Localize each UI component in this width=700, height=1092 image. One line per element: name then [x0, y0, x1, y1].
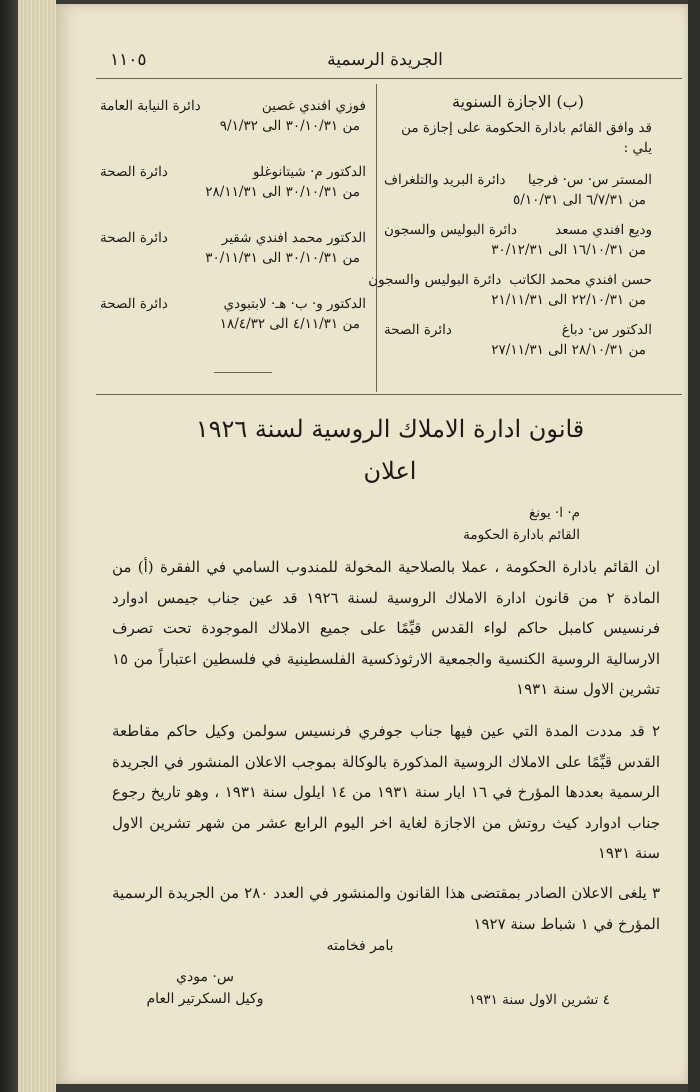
leave-entry	[384, 170, 652, 210]
by-order-line: بامر فخامته	[326, 938, 394, 954]
column-divider	[376, 84, 377, 392]
page-number: ١١٠٥	[110, 50, 147, 70]
department: دائرة البوليس والسجون	[384, 222, 517, 238]
department: دائرة النيابة العامة	[100, 98, 201, 114]
leave-period: من ٣٠/١٠/٣١ الى ٣٠/١١/٣١	[205, 250, 360, 266]
leave-entry	[100, 228, 366, 268]
leave-period: من ٣٠/١٠/٣١ الى ٩/١/٣٢	[219, 118, 360, 134]
leave-period: من ٦/٧/٣١ الى ٥/١٠/٣١	[513, 192, 646, 208]
signatory-role: وكيل السكرتير العام	[146, 991, 264, 1007]
employee-name: الدكتور و· ب· هـ· لابتبودي	[223, 296, 366, 312]
department: دائرة البريد والتلغراف	[384, 172, 506, 188]
section-divider	[96, 394, 682, 395]
notice-paragraph-1: ان القائم بادارة الحكومة ، عملا بالصلاحية المخولة للمندوب السامي في الفقرة (أ) من المادة ٢ من قانون ادارة الاملاك الروسية لسنة ١٩٢٦ قد عين جناب جيمس ادوارد فرنسيس كامبل حاكم لواء القدس قيِّمًا على جميع الاملاك الموجودة تحت تصرف الارسالية الروسية الكنسية والجمعية الارثوذكسية الفلسطينية في فلسطين اعتباراً من ١٥ تشرين الاول سنة ١٩٣١	[112, 558, 660, 698]
book-binding	[0, 0, 18, 1092]
section-title: (ب) الاجازة السنوية	[452, 92, 584, 111]
issuer-role: القائم بادارة الحكومة	[463, 527, 580, 543]
leave-entry	[384, 320, 652, 360]
department: دائرة الصحة	[100, 296, 168, 312]
page-edges	[18, 0, 56, 1092]
running-title: الجريدة الرسمية	[327, 50, 443, 70]
header-rule	[96, 78, 682, 79]
employee-name: الدكتور س· دباغ	[561, 322, 652, 338]
notice-paragraph-2: ٢ قد مددت المدة التي عين فيها جناب جوفري فرنسيس سولمن وكيل حاكم مقاطعة القدس قيِّمًا على الاملاك الروسية المذكورة بالوكالة بموجب الاعلان المنشور في الجريدة الرسمية بعددها المؤرخ في ١٦ ايار سنة ١٩٣١ من ١٤ ايلول سنة ١٩٣١ ، وهو تاريخ رجوع جناب ادوارد كيث روتش من الاجازة لغاية اخر اليوم الرابع عشر من شهر تشرين الاول سنة ١٩٣١	[112, 722, 660, 862]
issuer-block	[380, 502, 580, 546]
leave-period: من ٤/١١/٣١ الى ١٨/٤/٣٢	[219, 316, 360, 332]
employee-name: وديع افندي مسعد	[555, 222, 652, 238]
leave-entry	[100, 294, 366, 334]
leave-period: من ١٦/١٠/٣١ الى ٣٠/١٢/٣١	[491, 242, 646, 258]
scan-border	[688, 0, 700, 1092]
employee-name: فوزي افندي غصين	[261, 98, 366, 114]
leave-period: من ٢٨/١٠/٣١ الى ٢٧/١١/٣١	[491, 342, 646, 358]
department: دائرة الصحة	[100, 164, 168, 180]
leave-entry	[100, 162, 366, 202]
leave-list-continued	[100, 96, 366, 360]
department: دائرة الصحة	[384, 322, 452, 338]
department: دائرة البوليس والسجون	[368, 272, 502, 288]
signatory-name: س· مودي	[176, 969, 234, 985]
notice-paragraph-3: ٣ يلغى الاعلان الصادر بمقتضى هذا القانون والمنشور في العدد ٢٨٠ من الجريدة الرسمية المؤرخ في ١ شباط سنة ١٩٢٧	[112, 884, 660, 933]
signature-block	[140, 966, 270, 1010]
employee-name: الدكتور م· شيتانوغلو	[253, 164, 366, 180]
leave-entry	[100, 96, 366, 136]
law-title: قانون ادارة الاملاك الروسية لسنة ١٩٢٦	[195, 415, 585, 443]
short-divider	[214, 372, 272, 373]
section-intro: قد وافق القائم بادارة الحكومة على إجازة من يلي :	[401, 120, 652, 156]
leave-entry	[368, 270, 652, 310]
employee-name: المستر س· س· فرجيا	[527, 172, 652, 188]
notice-title: اعلان	[363, 457, 417, 485]
department: دائرة الصحة	[100, 230, 168, 246]
employee-name: حسن افندي محمد الكاتب	[509, 272, 652, 288]
annual-leave-section	[368, 92, 652, 370]
leave-period: من ٣٠/١٠/٣١ الى ٢٨/١١/٣١	[205, 184, 360, 200]
leave-period: من ٢٢/١٠/٣١ الى ٢١/١١/٣١	[491, 292, 646, 308]
issuer-name: م· ا· يونغ	[529, 505, 580, 521]
employee-name: الدكتور محمد افندي شقير	[221, 230, 366, 246]
notice-date: ٤ تشرين الاول سنة ١٩٣١	[468, 992, 610, 1008]
leave-entry	[384, 220, 652, 260]
